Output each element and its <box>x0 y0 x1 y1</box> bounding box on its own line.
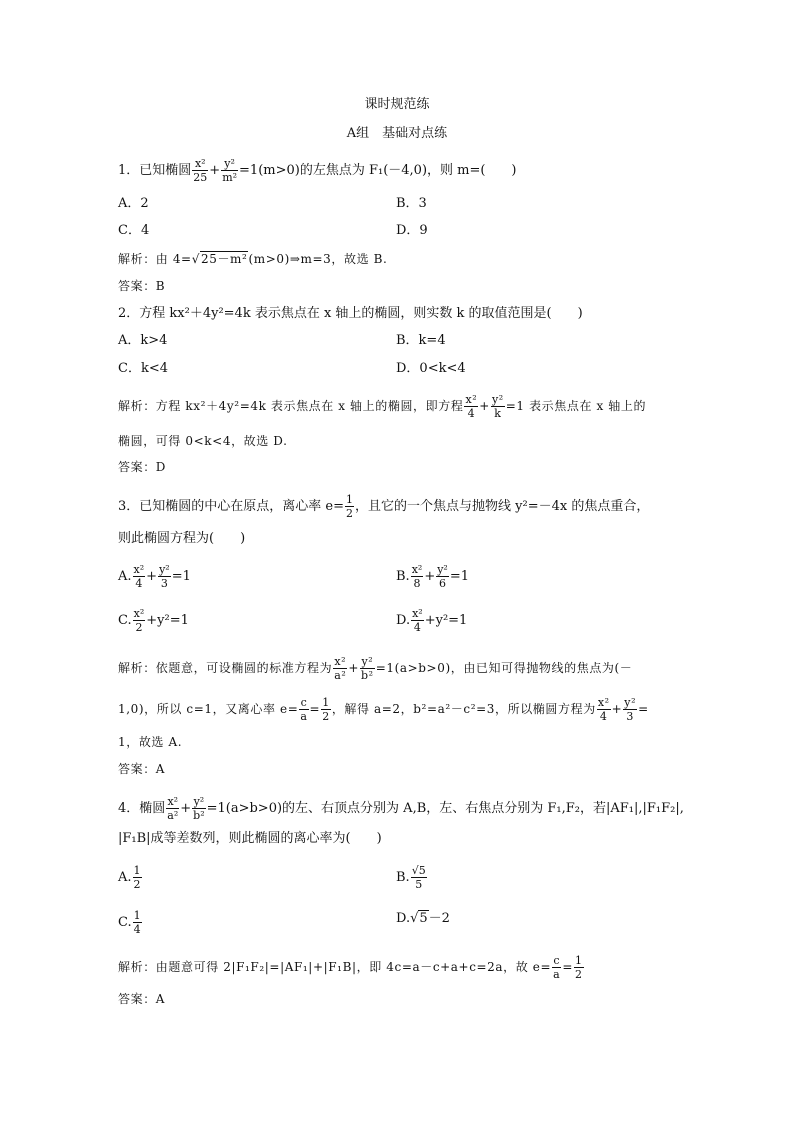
fraction-denominator: a <box>300 710 308 723</box>
fraction <box>133 608 146 633</box>
solution-text-b: =1(a>b>0)，由已知可得抛物线的焦点为(－ <box>375 661 633 675</box>
option-b: B．k=4 <box>396 333 446 348</box>
answer-1: 答案：B <box>118 279 166 293</box>
solution-text-a: 解析：方程 kx²＋4y²=4k 表示焦点在 x 轴上的椭圆，即方程 <box>118 399 464 413</box>
option-c <box>118 608 189 633</box>
question-3-stem-cont: 则此椭圆方程为( ) <box>118 531 246 546</box>
section-heading: A组 基础对点练 <box>346 126 448 141</box>
fraction-numerator: y² <box>361 655 374 668</box>
question-4-stem-cont: |F₁B|成等差数列，则此椭圆的离心率为( ) <box>118 831 382 846</box>
option-a <box>118 564 191 589</box>
option-tail: =1 <box>171 569 191 584</box>
fraction-numerator: c <box>300 696 308 709</box>
question-4-stem <box>118 796 684 821</box>
fraction-numerator: x² <box>192 158 208 171</box>
fraction-denominator: 2 <box>135 621 143 634</box>
fraction-numerator: y² <box>193 795 205 808</box>
solution-3-line-3: 1，故选 A. <box>118 735 183 749</box>
plus-sign: + <box>611 702 623 716</box>
option-label: C. <box>118 915 132 930</box>
plus-sign: + <box>146 569 158 584</box>
fraction-numerator: 1 <box>346 493 353 506</box>
option-tail: +y²=1 <box>424 613 468 628</box>
option-label: B. <box>396 569 410 584</box>
fraction-denominator: 4 <box>467 407 476 420</box>
solution-2 <box>118 394 646 419</box>
question-4-text-b: =1(a>b>0)的左、右顶点分别为 A,B，左、右焦点分别为 F₁,F₂，若|AF₁|,|F₁F₂|, <box>206 801 684 816</box>
option-label: D. <box>396 613 411 628</box>
fraction-numerator: x² <box>133 563 145 576</box>
answer-3: 答案：A <box>118 762 166 776</box>
option-tail: －2 <box>428 911 450 926</box>
equals-sign: = <box>562 960 573 974</box>
question-3-text-b: ，且它的一个焦点与抛物线 y²=－4x 的焦点重合， <box>355 499 650 514</box>
solution-text-b: =1 表示焦点在 x 轴上的 <box>505 399 647 413</box>
option-d: D.√5－2 <box>396 911 450 926</box>
fraction <box>411 608 424 633</box>
option-label: C. <box>118 613 132 628</box>
question-1-text-a: 1．已知椭圆 <box>118 163 192 178</box>
fraction-numerator: 1 <box>133 864 141 877</box>
page-title: 课时规范练 <box>364 97 430 112</box>
fraction-numerator: y² <box>221 158 238 171</box>
option-c <box>118 910 143 935</box>
fraction <box>133 865 142 890</box>
fraction-denominator: 4 <box>133 923 141 936</box>
solution-3-line-2 <box>118 697 649 722</box>
fraction <box>321 697 331 722</box>
fraction-numerator: 1 <box>574 954 583 967</box>
fraction-denominator: m² <box>222 171 238 184</box>
solution-3 <box>118 656 632 681</box>
option-c: C．4 <box>118 223 150 238</box>
fraction <box>623 697 637 722</box>
question-3-stem <box>118 494 649 519</box>
fraction-denominator: 4 <box>413 621 421 634</box>
square-root: 5 <box>419 911 428 926</box>
solution-text-b: ，解得 a=2，b²=a²－c²=3，所以椭圆方程为 <box>331 702 596 716</box>
fraction-numerator: 1 <box>133 909 141 922</box>
option-d: D．9 <box>396 223 428 238</box>
question-2-stem: 2．方程 kx²＋4y²=4k 表示焦点在 x 轴上的椭圆，则实数 k 的取值范围是( ) <box>118 306 583 321</box>
option-b <box>396 865 428 890</box>
option-b <box>396 564 469 589</box>
question-1-text-b: =1(m>0)的左焦点为 F₁(－4,0)，则 m=( ) <box>239 163 517 178</box>
solution-1: 解析：由 4=√25－m²(m>0)⇒m=3，故选 B. <box>118 252 388 266</box>
fraction-numerator: x² <box>465 393 478 406</box>
fraction-denominator: 2 <box>133 878 141 891</box>
solution-2-cont: 椭圆，可得 0<k<4，故选 D. <box>118 434 288 448</box>
fraction-denominator: k <box>494 407 502 420</box>
option-tail: =1 <box>449 569 470 584</box>
fraction-numerator: x² <box>334 655 347 668</box>
solution-text-a: 解析：由 4= <box>118 252 192 266</box>
fraction-denominator: 8 <box>413 577 421 590</box>
fraction <box>411 564 424 589</box>
fraction-numerator: x² <box>412 607 423 620</box>
fraction-numerator: x² <box>133 607 145 620</box>
question-4-text-a: 4．椭圆 <box>118 801 166 816</box>
fraction-denominator: 6 <box>439 577 447 590</box>
fraction-denominator: 4 <box>599 710 608 723</box>
option-label: A. <box>118 870 132 885</box>
fraction <box>133 910 142 935</box>
option-a <box>118 865 143 890</box>
fraction <box>360 656 375 681</box>
option-label: B. <box>396 870 410 885</box>
fraction <box>411 865 427 890</box>
fraction <box>574 955 584 980</box>
fraction <box>333 656 347 681</box>
option-a: A．k>4 <box>118 333 168 348</box>
fraction-denominator: 2 <box>574 968 583 981</box>
fraction-numerator: √5 <box>411 864 426 877</box>
plus-sign: + <box>209 163 221 178</box>
plus-sign: + <box>180 801 192 816</box>
fraction <box>345 494 354 519</box>
solution-text-a: 解析：依题意，可设椭圆的标准方程为 <box>118 661 333 675</box>
plus-sign: + <box>479 399 490 413</box>
fraction-denominator: 2 <box>346 507 353 520</box>
plus-sign: + <box>424 569 436 584</box>
fraction-denominator: b² <box>193 809 205 822</box>
question-1-stem <box>118 158 517 183</box>
solution-4 <box>118 955 585 980</box>
fraction-numerator: y² <box>624 696 637 709</box>
option-d <box>396 608 467 633</box>
fraction-denominator: 3 <box>626 710 635 723</box>
fraction-numerator: x² <box>411 563 423 576</box>
fraction-denominator: 4 <box>135 577 143 590</box>
solution-text-a: 解析：由题意可得 2|F₁F₂|=|AF₁|+|F₁B|，即 4c=a－c+a+c=2a，故 e= <box>118 960 552 974</box>
fraction <box>133 564 146 589</box>
option-b: B．3 <box>396 196 427 211</box>
fraction <box>166 796 179 821</box>
fraction <box>552 955 561 980</box>
fraction <box>192 158 208 183</box>
solution-text-c: = <box>638 702 649 716</box>
plus-sign: + <box>348 661 360 675</box>
answer-4: 答案：A <box>118 992 166 1006</box>
fraction-numerator: x² <box>167 795 179 808</box>
fraction <box>299 697 308 722</box>
fraction <box>597 697 611 722</box>
fraction-numerator: y² <box>159 563 170 576</box>
option-tail: +y²=1 <box>146 613 189 628</box>
fraction <box>436 564 449 589</box>
option-d: D．0<k<4 <box>396 361 466 376</box>
answer-2: 答案：D <box>118 460 167 474</box>
fraction-denominator: 3 <box>160 577 168 590</box>
fraction-denominator: a <box>553 968 561 981</box>
fraction-denominator: 25 <box>193 171 208 184</box>
fraction <box>491 394 505 419</box>
fraction-denominator: 5 <box>415 878 423 891</box>
option-a: A．2 <box>118 196 149 211</box>
solution-text-b: (m>0)⇒m=3，故选 B. <box>248 252 388 266</box>
fraction-denominator: a² <box>334 669 347 682</box>
fraction <box>158 564 171 589</box>
fraction-numerator: x² <box>597 696 610 709</box>
fraction-numerator: 1 <box>322 696 330 709</box>
fraction-numerator: c <box>553 954 561 967</box>
solution-text-a: 1,0)，所以 c=1，又离心率 e= <box>118 702 299 716</box>
fraction <box>192 796 205 821</box>
fraction <box>221 158 238 183</box>
option-label: A. <box>118 569 132 584</box>
fraction <box>464 394 478 419</box>
fraction-denominator: 2 <box>322 710 330 723</box>
equals-sign: = <box>309 702 321 716</box>
question-3-text-a: 3．已知椭圆的中心在原点，离心率 e= <box>118 499 344 514</box>
fraction-denominator: b² <box>361 669 374 682</box>
fraction-numerator: y² <box>437 563 448 576</box>
option-label: D. <box>396 911 411 926</box>
fraction-numerator: y² <box>491 393 504 406</box>
option-c: C．k<4 <box>118 361 168 376</box>
fraction-denominator: a² <box>167 809 179 822</box>
square-root: 25－m² <box>200 252 248 266</box>
